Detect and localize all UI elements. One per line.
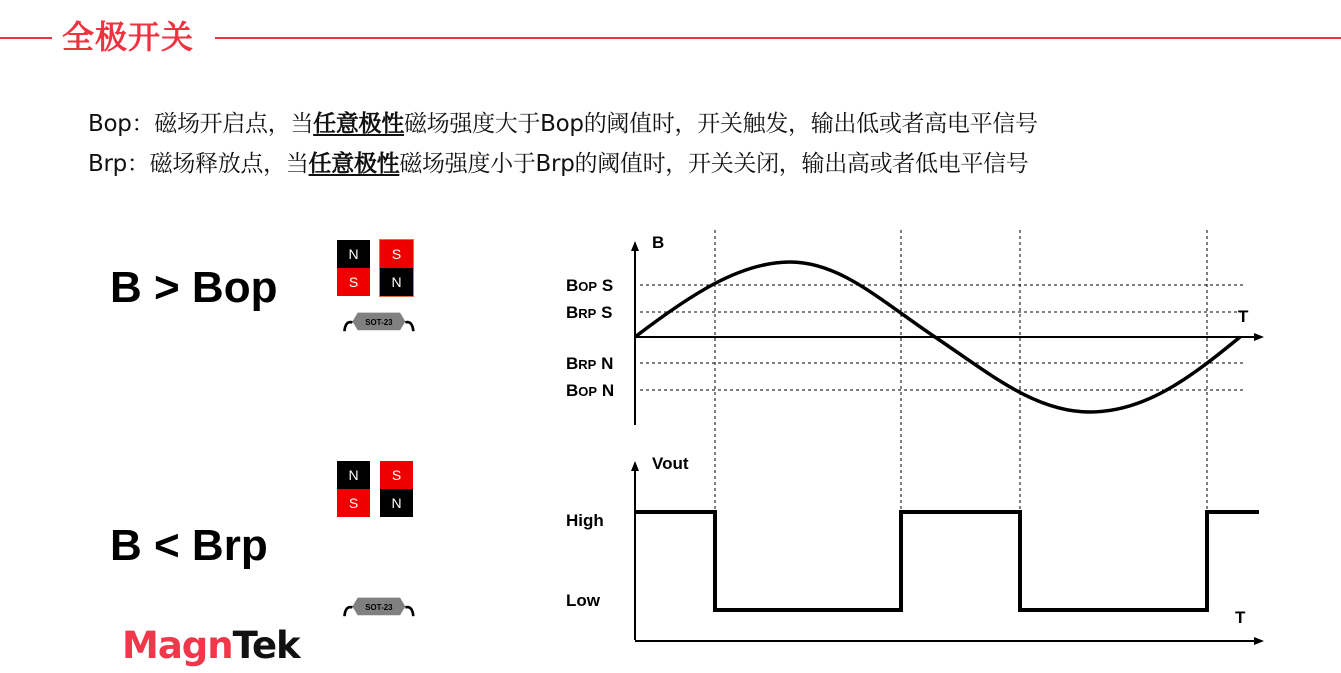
t-axis-label: T [1235,608,1246,627]
page-title: 全极开关 [62,18,195,56]
switching-guides [715,230,1207,512]
low-level-label: Low [566,591,600,610]
svg-text:BRP N: BRP N [566,354,614,373]
t-axis-label: T [1238,307,1249,326]
b-axis-label: B [652,233,665,252]
magntek-logo: MagnTek [122,624,300,667]
emphasis-any-polarity: 任意极性 [313,111,404,137]
emphasis-any-polarity: 任意极性 [308,151,400,177]
svg-text:BRP S: BRP S [566,303,613,322]
high-level-label: High [566,511,604,530]
vout-axis-label: Vout [652,454,689,473]
svg-text:BOP S: BOP S [566,276,614,295]
condition-release: B < Brp [110,521,268,570]
package-label: SOT-23 [365,318,393,327]
magnet-right-icon: S N [380,461,413,517]
description-brp: Brp：磁场释放点，当任意极性磁场强度小于Brp的阈值时，开关关闭，输出高或者低电平信号 [88,151,1029,177]
magnet-right-icon: S N [380,240,413,296]
magnet-left-icon: N S [337,461,370,517]
vout-square-wave [635,512,1259,610]
description-bop: Bop：磁场开启点，当任意极性磁场强度大于Bop的阈值时，开关触发，输出低或者高电平信号 [88,111,1038,137]
threshold-labels [566,276,614,400]
package-label: SOT-23 [365,603,393,612]
condition-operate: B > Bop [110,263,278,312]
svg-text:BOP N: BOP N [566,381,615,400]
magnet-left-icon: N S [337,240,370,296]
